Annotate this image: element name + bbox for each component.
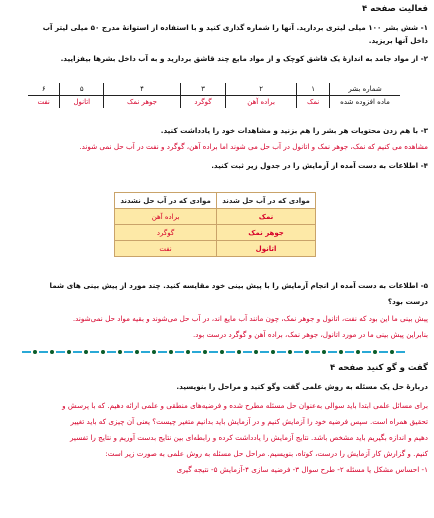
answer-5-line-2: بنابراین پیش بینی ما در مورد اتانول، جوهر نمک، براده آهن و گوگرد درست بود. xyxy=(193,330,428,339)
divider-dash xyxy=(345,351,354,353)
table-cell: نمک xyxy=(217,209,316,225)
divider-dash xyxy=(311,351,320,353)
divider-dot xyxy=(203,350,207,354)
divider-dash xyxy=(22,351,31,353)
divider-dot xyxy=(373,350,377,354)
divider-dot xyxy=(50,350,54,354)
discussion-answer-line-3: دهیم و اندازه بگیریم باید مشخص باشد. نتایج آزمایش را یادداشت کرده و رابطه‌ای بین نتایج بدست آوریم و نتایج را تفسیر xyxy=(69,433,428,442)
table-cell: ۴ xyxy=(104,83,181,96)
discussion-answer-line-4: کنیم. و گزارش کار آزمایش را درست، کوتاه، بنویسیم. مراحل حل مسئله به روش علمی به صورت زیر است: xyxy=(105,449,428,458)
table-cell: براده آهن xyxy=(226,96,297,109)
question-1-line-1: ۱- شش بشر ۱۰۰ میلی لیتری بردارید. آنها را شماره گذاری کنید و با استفاده از استوانهٔ مدرج ۵۰ میلی لیتر آب xyxy=(42,23,428,32)
header-not-dissolved: مواد‌ی که در آب حل نشدند xyxy=(115,193,217,209)
answer-5-line-1: پیش بینی ما این بود که نفت، اتانول و جوهر نمک، چون مانند آب مایع اند، در آب حل می‌شوند و بقیه مواد حل نمی‌شوند. xyxy=(72,314,428,323)
table-cell: براده آهن xyxy=(115,209,217,225)
divider-dash xyxy=(243,351,252,353)
table-cell: جوهر نمک xyxy=(217,225,316,241)
question-1-line-2: داخل آنها بریزید. xyxy=(368,36,428,45)
question-3: ۳- با هم زدن محتویات هر بشر را هم بزنید و مشاهدات خود را یادداشت کنید. xyxy=(160,126,428,135)
beaker-table xyxy=(28,83,400,108)
table-row xyxy=(115,241,316,257)
table-header-row xyxy=(115,193,316,209)
divider-dash xyxy=(73,351,82,353)
divider-dot xyxy=(135,350,139,354)
table-cell: شماره بشر xyxy=(330,83,401,96)
question-4: ۴- اطلاعات به دست آمده از آزمایش را در جدول زیر ثبت کنید. xyxy=(211,161,428,170)
divider-dash xyxy=(277,351,286,353)
question-5-line-2: درست بود؟ xyxy=(387,297,428,306)
table-cell: ۶ xyxy=(28,83,60,96)
divider-dash xyxy=(396,351,405,353)
divider-dot xyxy=(220,350,224,354)
beaker-number-row xyxy=(28,83,400,96)
table-cell: نفت xyxy=(115,241,217,257)
divider-dash xyxy=(124,351,133,353)
divider-dash xyxy=(362,351,371,353)
divider-dot xyxy=(186,350,190,354)
divider-dash xyxy=(260,351,269,353)
discussion-answer-line-2: تحقیق همراه است. سپس فرضیه خود را آزمایش کنیم و در آزمایش باید بدانیم متغیر چیست؟ یعنی آن چیزی که باید تغییر xyxy=(70,417,428,426)
table-cell: جوهر نمک xyxy=(104,96,181,109)
divider-dot xyxy=(322,350,326,354)
table-cell: اتانول xyxy=(60,96,104,109)
divider-dash xyxy=(379,351,388,353)
table-cell: اتانول xyxy=(217,241,316,257)
activity-title: فعالیت صفحه ۴ xyxy=(362,4,428,14)
divider-dot xyxy=(152,350,156,354)
divider-dot xyxy=(237,350,241,354)
divider-dash xyxy=(226,351,235,353)
divider-dash xyxy=(90,351,99,353)
divider-dot xyxy=(33,350,37,354)
table-cell: ۱ xyxy=(297,83,330,96)
divider-dot xyxy=(305,350,309,354)
divider-dash xyxy=(209,351,218,353)
divider-dot xyxy=(169,350,173,354)
divider-dot xyxy=(254,350,258,354)
question-5-line-1: ۵- اطلاعات به دست آمده از انجام آزمایش را با پیش بینی خود مقایسه کنید. چند مورد از پیش بینی های شما xyxy=(49,281,428,290)
divider-dot xyxy=(67,350,71,354)
table-cell: نفت xyxy=(28,96,60,109)
divider-dash xyxy=(107,351,116,353)
table-cell: ماده افزوده شده xyxy=(340,98,390,106)
divider-dot xyxy=(390,350,394,354)
header-dissolved: مواد‌ی که در آب حل شدند xyxy=(217,193,316,209)
divider-dot xyxy=(288,350,292,354)
discussion-answer-line-1: برای مسائل علمی ابتدا باید سوالی به‌عنوان حل مسئله مطرح شده و فرضیه‌های منطقی و علمی ارائه دهیم. که با پرسش و xyxy=(62,401,428,410)
divider-dash xyxy=(294,351,303,353)
divider-dash xyxy=(175,351,184,353)
table-cell: گوگرد xyxy=(180,96,225,109)
divider-dot xyxy=(84,350,88,354)
added-substance-row xyxy=(28,96,400,109)
discussion-prompt: دربارهٔ حل یک مسئله به روش علمی گفت وگو کنید و مراحل را بنویسید. xyxy=(176,382,428,391)
divider-dot xyxy=(339,350,343,354)
divider-dot xyxy=(356,350,360,354)
divider-dash xyxy=(328,351,337,353)
table-cell: ۲ xyxy=(226,83,297,96)
table-row xyxy=(115,209,316,225)
table-cell: ۵ xyxy=(60,83,104,96)
table-cell: گوگرد xyxy=(115,225,217,241)
table-cell: ۳ xyxy=(180,83,225,96)
question-2: ۲- از مواد جامد به اندازهٔ یک قاشق کوچک و از مواد مایع چند قاشق بردارید و به آب داخل بشرها بیفزایید. xyxy=(60,54,428,63)
divider-dot xyxy=(101,350,105,354)
divider-dash xyxy=(56,351,65,353)
table-row xyxy=(115,225,316,241)
divider-dash xyxy=(192,351,201,353)
scientific-method-steps: ۱- احساس مشکل یا مسئله ۲- طرح سوال ۳- فرضیه سازی ۴-آزمایش ۵- نتیجه گیری xyxy=(176,465,428,474)
table-cell: نمک xyxy=(297,96,330,109)
divider-dot xyxy=(118,350,122,354)
solubility-table xyxy=(114,192,316,257)
divider-dash xyxy=(141,351,150,353)
answer-3: مشاهده می کنیم که نمک، جوهر نمک و اتانول در آب حل می شوند اما براده آهن، گوگرد و نفت در آب حل نمی شوند. xyxy=(79,142,428,151)
divider-dash xyxy=(158,351,167,353)
divider-dash xyxy=(39,351,48,353)
section-divider xyxy=(22,350,412,354)
divider-dot xyxy=(271,350,275,354)
discussion-title: گفت و گو کنید صفحه ۴ xyxy=(329,363,428,373)
